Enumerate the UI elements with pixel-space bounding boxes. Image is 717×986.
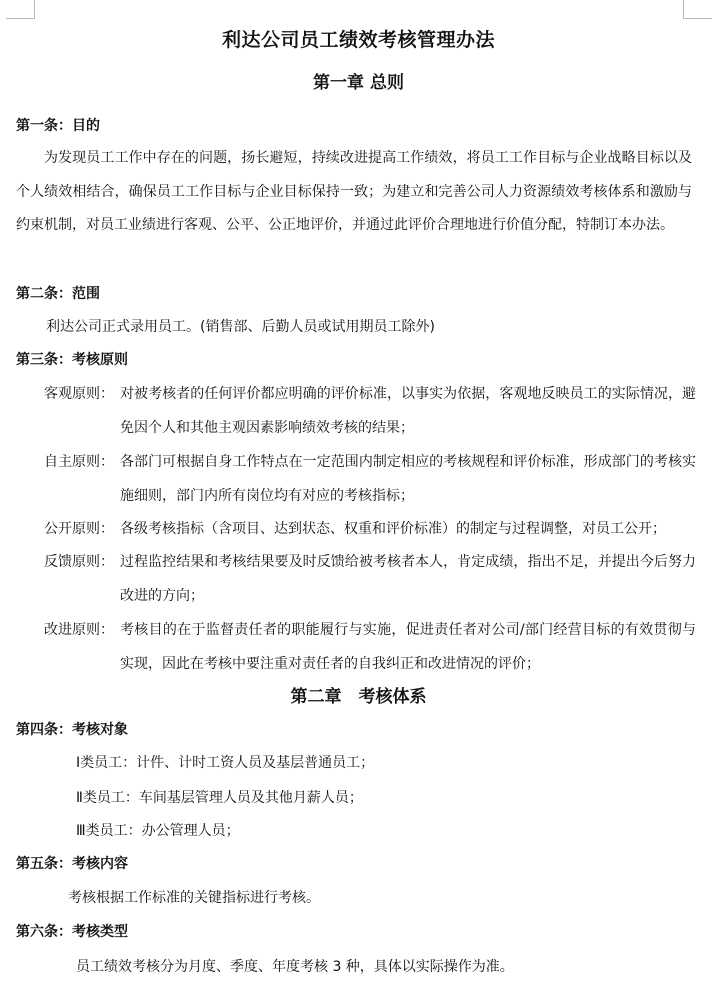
principle-label: 公开原则：	[44, 521, 114, 537]
article-1-heading: 第一条：目的	[16, 118, 100, 134]
article-5-body: 考核根据工作标准的关键指标进行考核。	[68, 890, 320, 906]
page-corner-mark-left	[6, 0, 35, 19]
page-corner-mark-right	[683, 0, 712, 19]
principle-text: 各级考核指标（含项目、达到状态、权重和评价标准）的制定与过程调整，对员工公开；	[120, 521, 666, 537]
principle-text: 过程监控结果和考核结果要及时反馈给被考核者本人，肯定成绩，指出不足，并提出今后努力改进的方向；	[120, 554, 696, 604]
principle-label: 客观原则：	[44, 386, 114, 402]
article-6-body: 员工绩效考核分为月度、季度、年度考核 3 种，具体以实际操作为准。	[76, 959, 514, 975]
document-title: 利达公司员工绩效考核管理办法	[221, 29, 495, 51]
article-5-heading: 第五条：考核内容	[16, 856, 128, 872]
article-2-heading: 第二条：范围	[16, 286, 100, 302]
principle-label: 自主原则：	[44, 454, 114, 470]
article-1-body: 为发现员工工作中存在的问题，扬长避短，持续改进提高工作绩效，将员工工作目标与企业战略目标以及个人绩效相结合，确保员工工作目标与企业目标保持一致；为建立和完善公司人力资源绩效考核体系和激励与约束机制，对员工业绩进行客观、公平、公正地评价，并通过此评价合理地进行价值分配，特制订本办法。	[16, 150, 692, 233]
principle-label: 改进原则：	[44, 622, 114, 638]
article-4-heading: 第四条：考核对象	[16, 722, 128, 738]
employee-class-item: Ⅰ类员工：计件、计时工资人员及基层普通员工；	[76, 755, 375, 771]
article-6-heading: 第六条：考核类型	[16, 924, 128, 940]
principle-label: 反馈原则：	[44, 554, 114, 570]
principle-text: 对被考核者的任何评价都应明确的评价标准，以事实为依据，客观地反映员工的实际情况，避免因个人和其他主观因素影响绩效考核的结果；	[120, 386, 696, 436]
article-3-heading: 第三条：考核原则	[16, 352, 128, 368]
employee-class-item: Ⅲ类员工：办公管理人员；	[76, 823, 240, 839]
chapter-2-title: 第二章 考核体系	[290, 687, 427, 707]
employee-class-item: Ⅱ类员工：车间基层管理人员及其他月薪人员；	[76, 790, 363, 806]
article-2-body: 利达公司正式录用员工。(销售部、后勤人员或试用期员工除外)	[46, 319, 435, 335]
principle-text: 各部门可根据自身工作特点在一定范围内制定相应的考核规程和评价标准，形成部门的考核实施细则，部门内所有岗位均有对应的考核指标；	[120, 454, 696, 504]
principle-text: 考核目的在于监督责任者的职能履行与实施，促进责任者对公司/部门经营目标的有效贯彻与实现，因此在考核中要注重对责任者的自我纠正和改进情况的评价；	[120, 622, 696, 672]
chapter-1-title: 第一章 总则	[313, 73, 404, 93]
